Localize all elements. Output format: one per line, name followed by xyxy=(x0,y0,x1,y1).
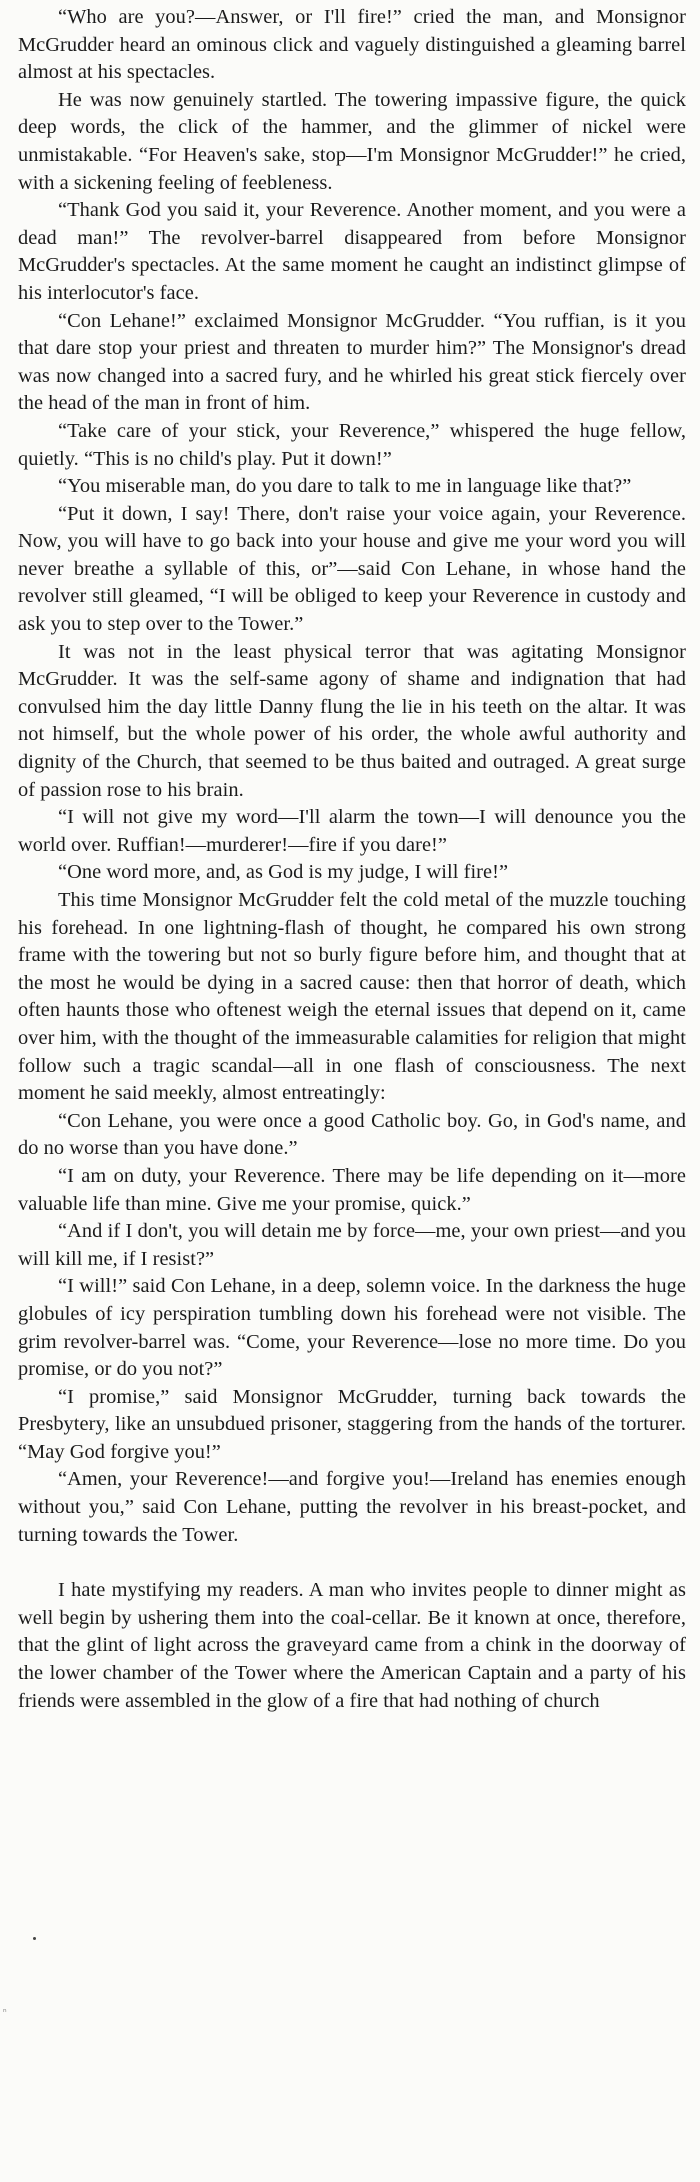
paragraph: “Thank God you said it, your Reverence. Another moment, and you were a dead man!” The revolver-barrel disappeared from before Monsignor McGrudder's spectacles. At the same moment he caught an indistinct glimpse of his interlocutor's face. xyxy=(18,199,686,304)
paragraph: “I will!” said Con Lehane, in a deep, solemn voice. In the darkness the huge globules of icy perspiration tumbling down his forehead were not visible. The grim revolver-barrel was. “Come, your Reverence—lose no more time. Do you promise, or do you not?” xyxy=(18,1275,686,1381)
paragraph: “I am on duty, your Reverence. There may be life depending on it—more valuable life than mine. Give me your promise, quick.” xyxy=(18,1164,686,1215)
paragraph: “And if I don't, you will detain me by force—me, your own priest—and you will kill me, if I resist?” xyxy=(18,1220,686,1270)
paragraph-new-section: I hate mystifying my readers. A man who invites people to dinner might as well begin by ushering them into the coal-cellar. Be it known at once, therefore, that the glint of light across the graveyard came from a chink in the doorway of the lower chamber of the Tower where the American Captain and a party of his friends were assembled in the glow of a fire that had nothing of church xyxy=(18,1579,686,1712)
paragraph: “I promise,” said Monsignor McGrudder, turning back towards the Presbytery, like an unsubdued prisoner, staggering from the hands of the torturer. “May God forgive you!” xyxy=(18,1385,686,1463)
paragraph: It was not in the least physical terror that was agitating Monsignor McGrudder. It was the self-same agony of shame and indignation that had convulsed him the day little Danny flung the lie in his teeth on the altar. It was not himself, but the whole power of his order, the whole awful authority and dignity of the Church, that seemed to be thus baited and outraged. A great surge of passion rose to his brain. xyxy=(18,640,686,801)
marginal-mark: ⁿ xyxy=(3,2008,7,2018)
paragraph: “Take care of your stick, your Reverence,” whispered the huge fellow, quietly. “This is no child's play. Put it down!” xyxy=(18,419,686,470)
paragraph: “Con Lehane, you were once a good Catholic boy. Go, in God's name, and do no worse than you have done.” xyxy=(18,1109,686,1160)
paragraph: “I will not give my word—I'll alarm the town—I will denounce you the world over. Ruffian!—murderer!—fire if you dare!” xyxy=(18,806,686,856)
paragraph: “Con Lehane!” exclaimed Monsignor McGrudder. “You ruffian, is it you that dare stop your priest and threaten to murder him?” The Monsignor's dread was now changed into a sacred fury, and he whirled his great stick fiercely over the head of the man in front of him. xyxy=(18,309,686,415)
text-column xyxy=(18,4,686,1715)
paragraph: He was now genuinely startled. The towering impassive figure, the quick deep words, the click of the hammer, and the glimmer of nickel were unmistakable. “For Heaven's sake, stop—I'm Monsignor McGrudder!” he cried, with a sickening feeling of feebleness. xyxy=(18,88,686,194)
paragraph: “Who are you?—Answer, or I'll fire!” cried the man, and Monsignor McGrudder heard an ominous click and vaguely distinguished a gleaming barrel almost at his spectacles. xyxy=(18,6,686,84)
paragraph: “Amen, your Reverence!—and forgive you!—Ireland has enemies enough without you,” said Con Lehane, putting the revolver in his breast-pocket, and turning towards the Tower. xyxy=(18,1468,686,1546)
paragraph: “You miserable man, do you dare to talk to me in language like that?” xyxy=(58,475,632,498)
paragraph: This time Monsignor McGrudder felt the cold metal of the muzzle touching his forehead. In one lightning-flash of thought, he compared his own strong frame with the towering but not so burly figure before him, and thought that at the most he would be dying in a sacred cause: then that horror of death, which often haunts those who oftenest weigh the eternal issues that depend on it, came over him, with the thought of the immeasurable calamities for religion that might follow such a tragic scandal—all in one flash of consciousness. The next moment he said meekly, almost entreatingly: xyxy=(18,889,686,1105)
ink-speck xyxy=(33,1937,36,1940)
paragraph: “One word more, and, as God is my judge, I will fire!” xyxy=(58,861,509,884)
paragraph: “Put it down, I say! There, don't raise your voice again, your Reverence. Now, you will have to go back into your house and give me your word you will never breathe a syllable of this, or”—said Con Lehane, in whose hand the revolver still gleamed, “I will be obliged to keep your Reverence in custody and ask you to step over to the Tower.” xyxy=(18,502,686,636)
